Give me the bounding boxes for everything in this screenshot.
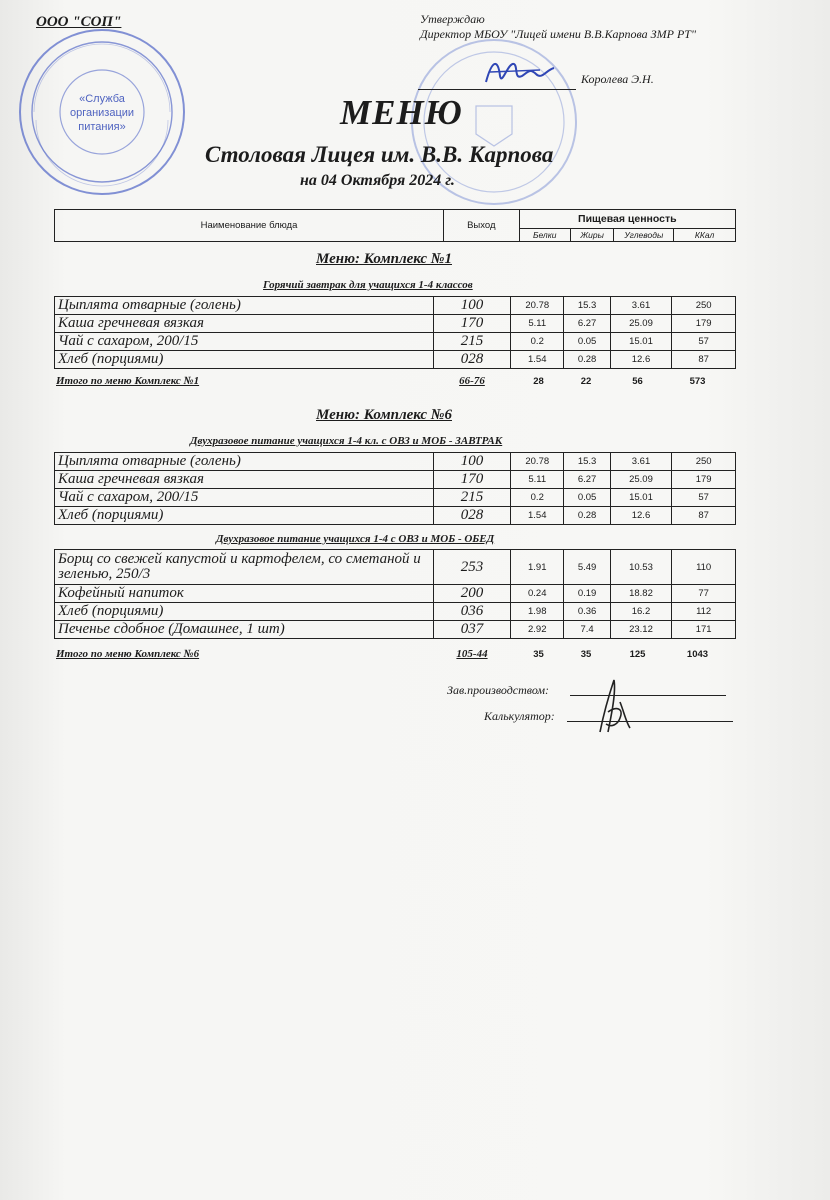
dish-kcal: 87: [672, 351, 736, 369]
dish-carbs: 12.6: [610, 351, 672, 369]
complex1-total-fats: 22: [580, 376, 592, 387]
signature-icon: [590, 672, 640, 742]
dish-name: Каша гречневая вязкая: [55, 471, 434, 489]
complex6-total-label: Итого по меню Комплекс №6: [56, 648, 200, 660]
dish-carbs: 18.82: [610, 585, 672, 603]
table-row: [55, 489, 736, 507]
round-stamp: [14, 24, 190, 200]
dish-fats: 6.27: [564, 471, 610, 489]
dish-kcal: 112: [672, 603, 736, 621]
stamp-text-1: «Служба: [79, 93, 125, 105]
complex1-total-label: Итого по меню Комплекс №1: [56, 375, 200, 387]
dish-fats: 0.05: [564, 489, 610, 507]
dish-carbs: 23.12: [610, 621, 672, 639]
dish-carbs: 16.2: [610, 603, 672, 621]
organization-name: ООО "СОП": [36, 14, 122, 30]
dish-carbs: 25.09: [610, 471, 672, 489]
director-name: Королева Э.Н.: [581, 72, 654, 86]
complex1-total-carbs: 56: [632, 376, 643, 387]
dish-kcal: 87: [672, 507, 736, 525]
dish-name: Цыплята отварные (голень): [55, 297, 434, 315]
header-fats: Жиры: [570, 229, 614, 242]
dish-carbs: 12.6: [610, 507, 672, 525]
dish-fats: 0.05: [564, 333, 610, 351]
dish-output: 100: [434, 453, 511, 471]
dish-fats: 15.3: [564, 453, 610, 471]
dish-carbs: 15.01: [610, 489, 672, 507]
dish-name: Кофейный напиток: [55, 585, 434, 603]
approval-word: Утверждаю: [420, 12, 485, 26]
dish-fats: 0.28: [564, 351, 610, 369]
dish-fats: 0.36: [564, 603, 610, 621]
dish-output: 215: [434, 333, 511, 351]
dish-fats: 0.28: [564, 507, 610, 525]
dish-output: 200: [434, 585, 511, 603]
dish-kcal: 179: [672, 471, 736, 489]
dish-name: Хлеб (порциями): [55, 507, 434, 525]
director-signature-icon: [480, 52, 560, 92]
header-carbs: Углеводы: [614, 229, 674, 242]
complex6-total-fats: 35: [580, 649, 592, 660]
dish-proteins: 5.11: [511, 471, 564, 489]
dish-fats: 15.3: [564, 297, 610, 315]
dish-fats: 5.49: [564, 550, 610, 585]
dish-carbs: 15.01: [610, 333, 672, 351]
dish-proteins: 2.92: [511, 621, 564, 639]
approval-block: [420, 12, 740, 42]
complex6-total-kcal: 1043: [686, 649, 709, 660]
dish-kcal: 250: [672, 297, 736, 315]
dish-proteins: 1.54: [511, 507, 564, 525]
dish-kcal: 250: [672, 453, 736, 471]
complex6-breakfast-table: [54, 452, 736, 525]
dish-name: Цыплята отварные (голень): [55, 453, 434, 471]
stamp-text-3: питания»: [78, 121, 126, 133]
dish-proteins: 0.2: [511, 489, 564, 507]
table-row: [55, 585, 736, 603]
table-row: [55, 471, 736, 489]
table-row: [55, 453, 736, 471]
dish-output: 170: [434, 315, 511, 333]
complex1-title: Меню: Комплекс №1: [316, 251, 452, 267]
complex6-title: Меню: Комплекс №6: [316, 407, 452, 423]
complex6-group-breakfast: Двухразовое питание учащихся 1-4 кл. с ОВЗ и МОБ - ЗАВТРАК: [190, 435, 503, 447]
dish-output: 215: [434, 489, 511, 507]
dish-name: Хлеб (порциями): [55, 351, 434, 369]
header-kcal: ККал: [674, 229, 736, 242]
complex1-total: [54, 375, 736, 389]
table-row: [55, 297, 736, 315]
complex6-total-output: 105-44: [456, 648, 488, 660]
dish-kcal: 77: [672, 585, 736, 603]
complex1-table: [54, 296, 736, 369]
table-row: [55, 603, 736, 621]
dish-carbs: 25.09: [610, 315, 672, 333]
dish-name: Хлеб (порциями): [55, 603, 434, 621]
complex6-total-carbs: 125: [629, 649, 646, 660]
dish-fats: 0.19: [564, 585, 610, 603]
dish-output: 028: [434, 507, 511, 525]
dish-name: Чай с сахаром, 200/15: [55, 333, 434, 351]
dish-output: 037: [434, 621, 511, 639]
dish-proteins: 0.24: [511, 585, 564, 603]
head-of-production-label: Зав.производством:: [447, 683, 550, 697]
dish-output: 028: [434, 351, 511, 369]
table-row: [55, 550, 736, 585]
complex1-total-output: 66-76: [459, 375, 485, 387]
stamp-text-2: организации: [69, 107, 135, 119]
header-nutrition: Пищевая ценность: [519, 210, 735, 229]
complex1-total-proteins: 28: [533, 376, 544, 387]
complex6-lunch-table: [54, 549, 736, 639]
header-dish: Наименование блюда: [55, 210, 444, 242]
dish-proteins: 1.91: [511, 550, 564, 585]
dish-proteins: 20.78: [511, 453, 564, 471]
table-row: [55, 315, 736, 333]
page-subtitle: Столовая Лицея им. В.В. Карпова: [205, 142, 554, 167]
table-header: [54, 209, 736, 242]
approval-position: Директор МБОУ "Лицей имени В.В.Карпова ЗМР РТ": [420, 27, 696, 41]
header-output: Выход: [443, 210, 519, 242]
dish-proteins: 0.2: [511, 333, 564, 351]
complex6-group-lunch: Двухразовое питание учащихся 1-4 с ОВЗ и МОБ - ОБЕД: [216, 533, 495, 545]
table-row: [55, 621, 736, 639]
dish-proteins: 5.11: [511, 315, 564, 333]
complex6-total-proteins: 35: [533, 649, 544, 660]
dish-fats: 7.4: [564, 621, 610, 639]
dish-kcal: 179: [672, 315, 736, 333]
dish-carbs: 10.53: [610, 550, 672, 585]
dish-name: Каша гречневая вязкая: [55, 315, 434, 333]
dish-carbs: 3.61: [610, 453, 672, 471]
dish-name: Борщ со свежей капустой и картофелем, со сметаной и зеленью, 250/3: [55, 550, 434, 585]
dish-output: 170: [434, 471, 511, 489]
dish-proteins: 20.78: [511, 297, 564, 315]
page-title: МЕНЮ: [340, 93, 463, 132]
dish-output: 253: [434, 550, 511, 585]
table-row: [55, 351, 736, 369]
dish-kcal: 57: [672, 333, 736, 351]
complex6-total: [54, 648, 736, 662]
dish-kcal: 110: [672, 550, 736, 585]
menu-date: на 04 Октября 2024 г.: [300, 172, 455, 189]
table-row: [55, 333, 736, 351]
calculator-label: Калькулятор:: [484, 709, 555, 723]
table-row: [55, 507, 736, 525]
dish-name: Чай с сахаром, 200/15: [55, 489, 434, 507]
dish-kcal: 171: [672, 621, 736, 639]
dish-name: Печенье сдобное (Домашнее, 1 шт): [55, 621, 434, 639]
dish-carbs: 3.61: [610, 297, 672, 315]
dish-fats: 6.27: [564, 315, 610, 333]
dish-proteins: 1.98: [511, 603, 564, 621]
header-proteins: Белки: [519, 229, 570, 242]
dish-proteins: 1.54: [511, 351, 564, 369]
dish-output: 036: [434, 603, 511, 621]
dish-kcal: 57: [672, 489, 736, 507]
complex1-group: Горячий завтрак для учащихся 1-4 классов: [263, 279, 473, 291]
complex1-total-kcal: 573: [689, 376, 706, 387]
dish-output: 100: [434, 297, 511, 315]
